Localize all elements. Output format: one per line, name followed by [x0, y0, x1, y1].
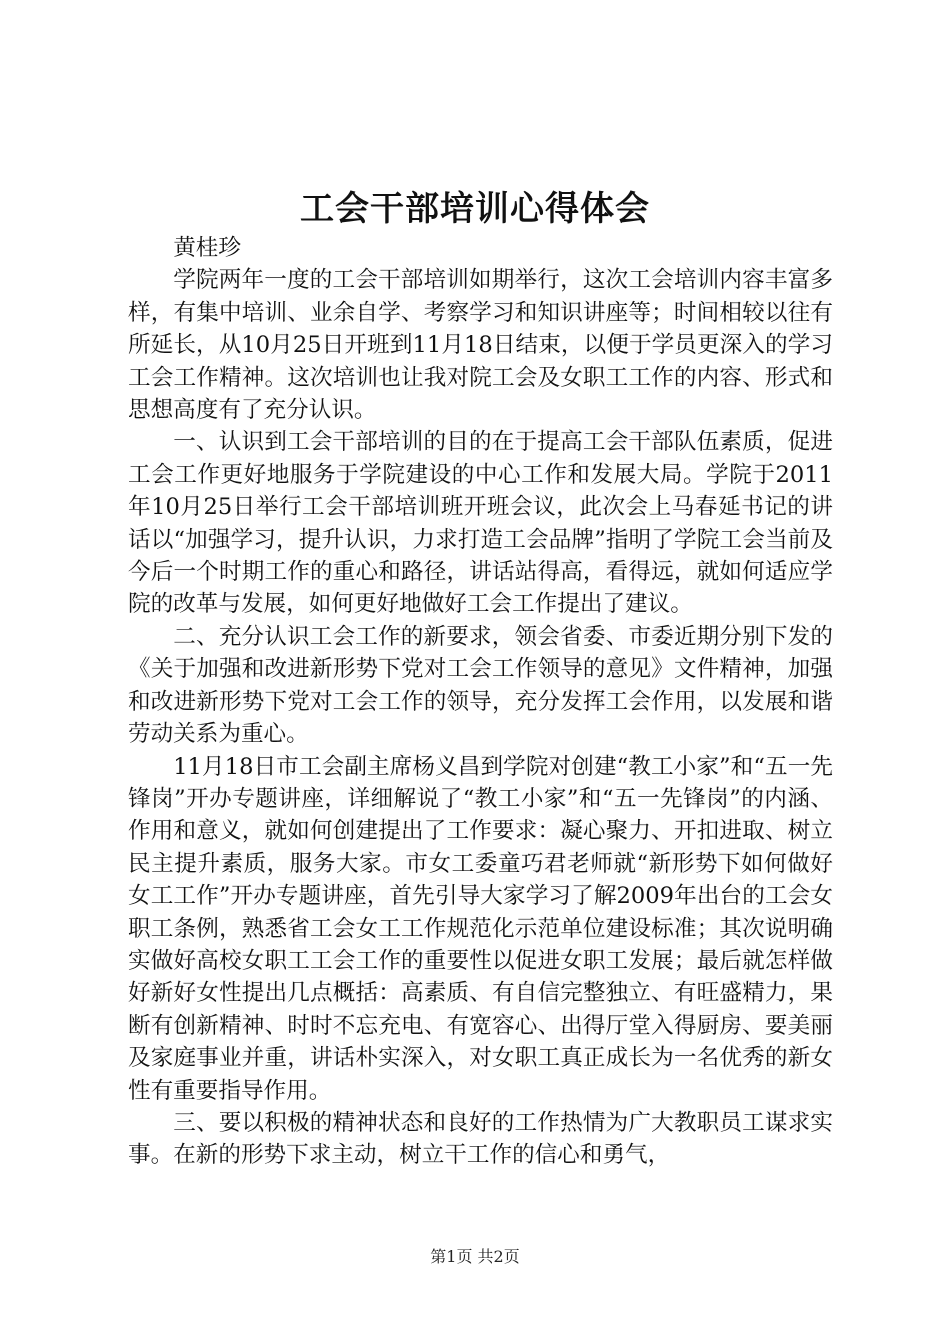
paragraph-section-2: 二、充分认识工会工作的新要求，领会省委、市委近期分别下发的《关于加强和改进新形势下党对工会工作领导的意见》文件精神，加强和改进新形势下党对工会工作的领导，充分发挥工会作用，以发展和谐劳动关系为重心。	[128, 623, 833, 748]
paragraph-section-1: 一、认识到工会干部培训的目的在于提高工会干部队伍素质，促进工会工作更好地服务于学院建设的中心工作和发展大局。学院于2011年10月25日举行工会干部培训班开班会议，此次会上马春延书记的讲话以“加强学习，提升认识，力求打造工会品牌”指明了学院工会当前及今后一个时期工作的重心和路径，讲话站得高，看得远，就如何适应学院的改革与发展，如何更好地做好工会工作提出了建议。	[128, 429, 833, 618]
page-number-footer: 第1页 共2页	[430, 1247, 520, 1266]
document-title: 工会干部培训心得体会	[300, 189, 650, 229]
paragraph-lectures: 11月18日市工会副主席杨义昌到学院对创建“教工小家”和“五一先锋岗”开办专题讲座，详细解说了“教工小家”和“五一先锋岗”的内涵、作用和意义，就如何创建提出了工作要求：凝心聚力、开扣进取、树立民主提升素质，服务大家。市女工委童巧君老师就“新形势下如何做好女工工作”开办专题讲座，首先引导大家学习了解2009年出台的工会女职工条例，熟悉省工会女工工作规范化示范单位建设标准；其次说明确实做好高校女职工工会工作的重要性以促进女职工发展；最后就怎样做好新好女性提出几点概括：高素质、有自信完整独立、有旺盛精力，果断有创新精神、时时不忘充电、有宽容心、出得厅堂入得厨房、要美丽及家庭事业并重，讲话朴实深入，对女职工真正成长为一名优秀的新女性有重要指导作用。	[128, 753, 833, 1104]
author-name: 黄桂珍	[173, 235, 241, 261]
paragraph-intro: 学院两年一度的工会干部培训如期举行，这次工会培训内容丰富多样，有集中培训、业余自学、考察学习和知识讲座等；时间相较以往有所延长，从10月25日开班到11月18日结束，以便于学员更深入的学习工会工作精神。这次培训也让我对院工会及女职工工作的内容、形式和思想高度有了充分认识。	[128, 267, 833, 424]
paragraph-section-3: 三、要以积极的精神状态和良好的工作热情为广大教职员工谋求实事。在新的形势下求主动，树立干工作的信心和勇气，	[128, 1109, 833, 1169]
document-body	[128, 232, 833, 1172]
